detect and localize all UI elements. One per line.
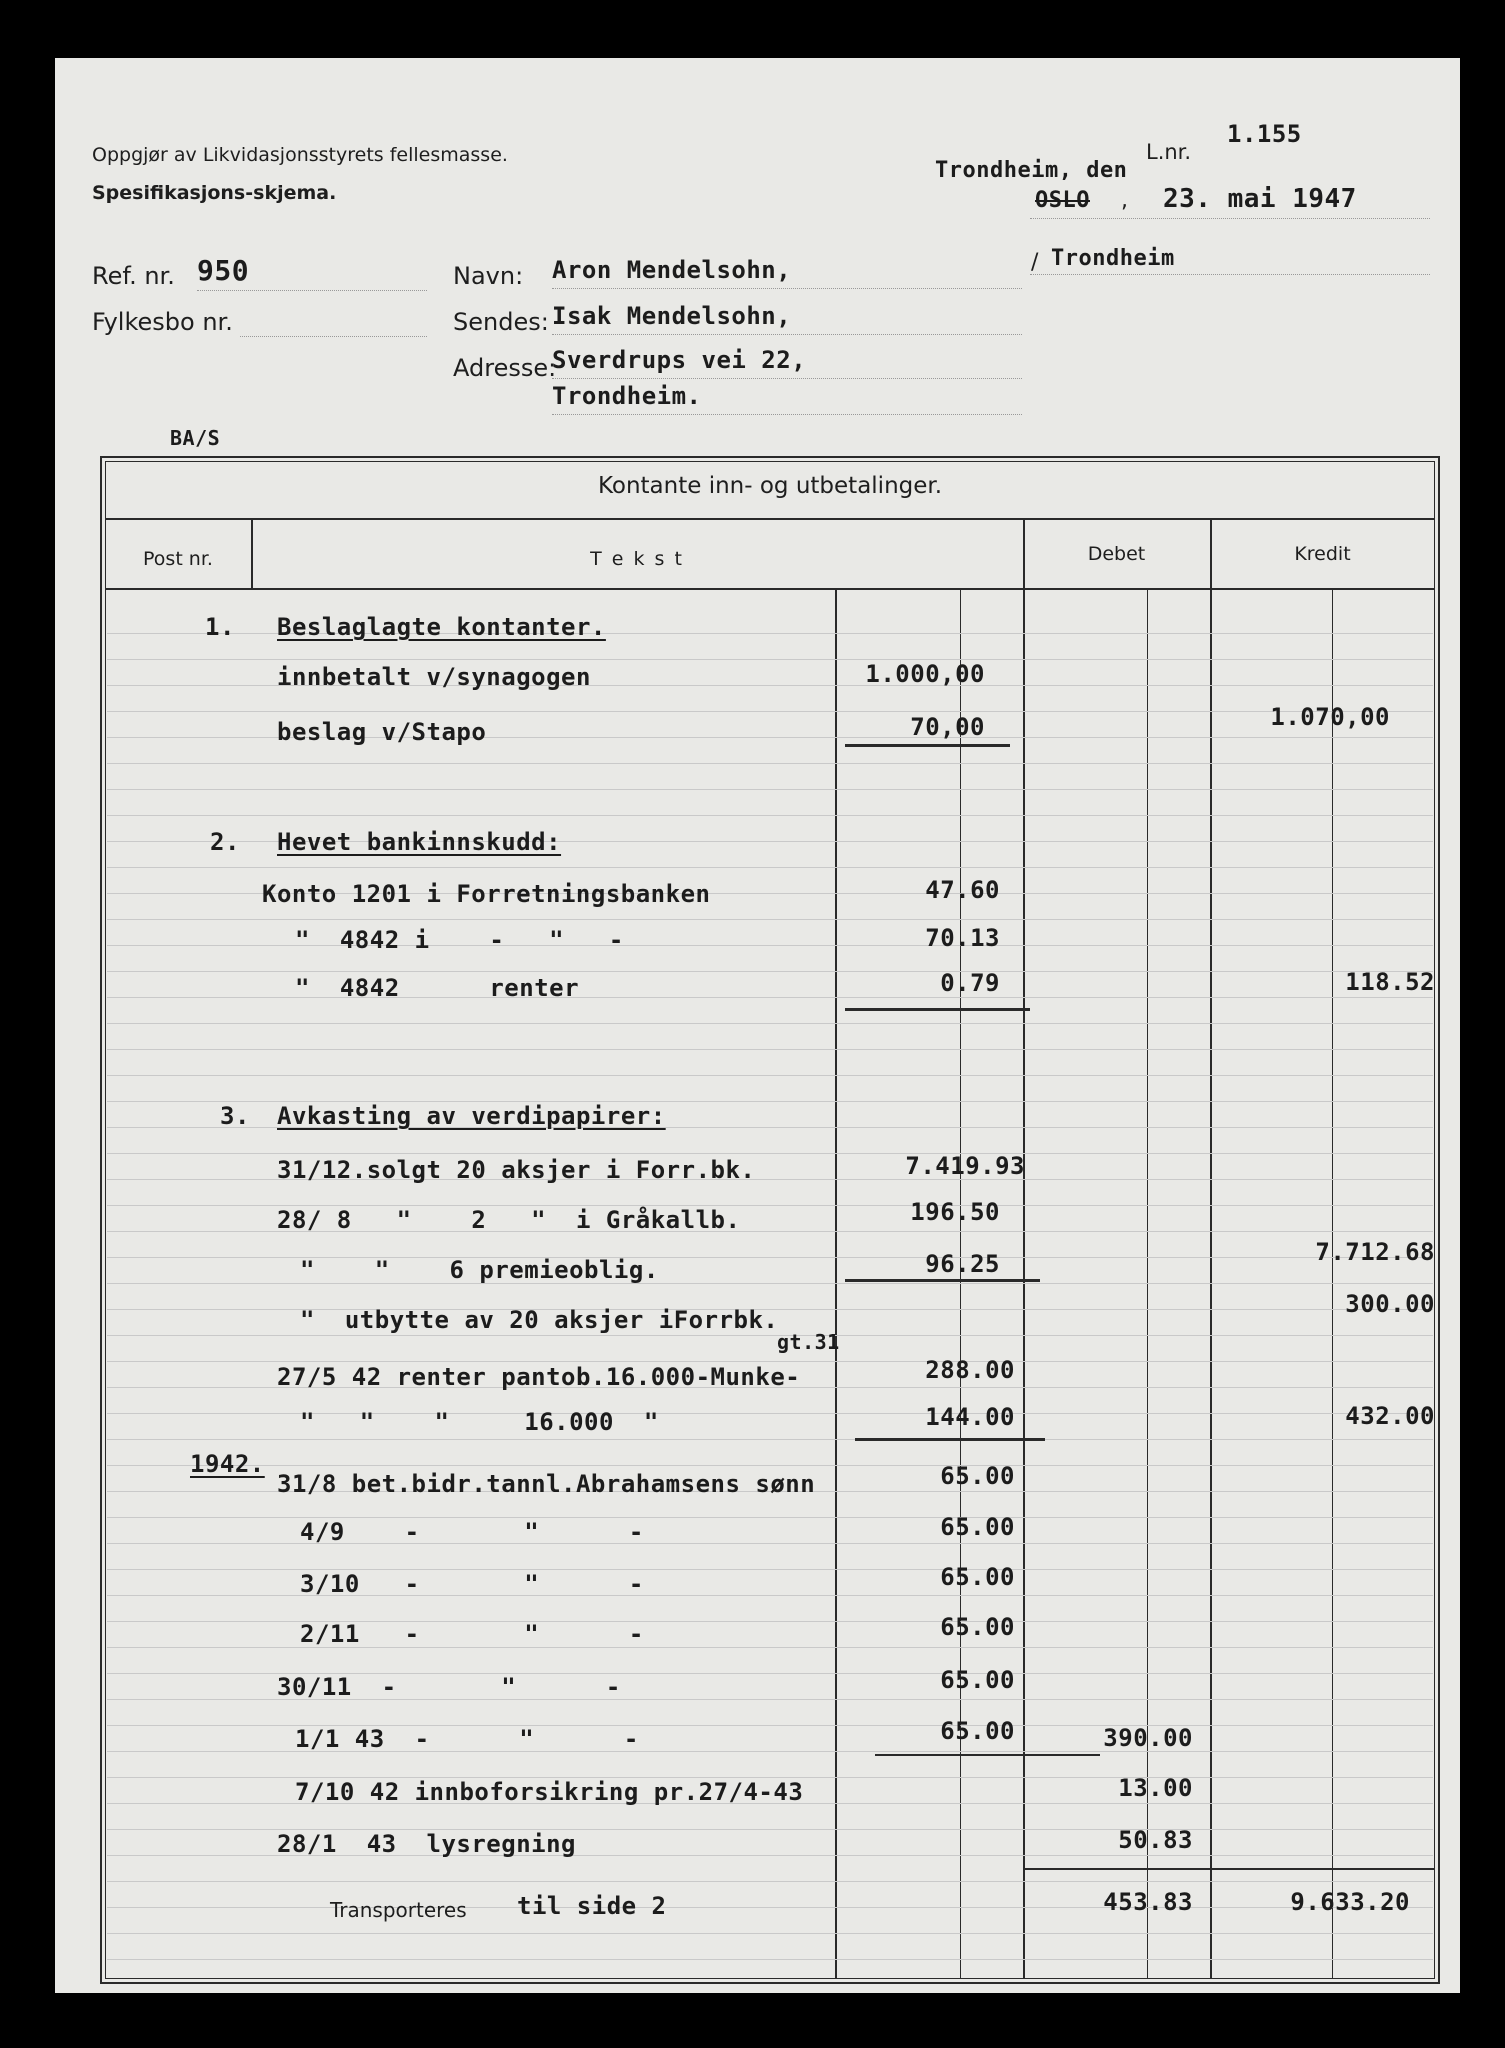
ruled-line <box>107 789 1433 790</box>
transport-label: Transporteres <box>330 1898 467 1922</box>
initials: BA/S <box>170 426 221 450</box>
ruled-line <box>107 1959 1433 1960</box>
adresse-line1: Sverdrups vei 22, <box>552 346 807 374</box>
subtotal-rule <box>845 1279 1040 1282</box>
sendes-value: Isak Mendelsohn, <box>552 302 792 330</box>
footer-debet: 453.83 <box>1103 1888 1193 1916</box>
subtotal-rule <box>875 1754 1100 1756</box>
ruled-line <box>107 919 1433 920</box>
col-tekst: T e k s t <box>590 548 684 570</box>
place-right: Trondheim <box>1051 246 1175 271</box>
slash: / <box>1031 250 1039 275</box>
lnr-value: 1.155 <box>1227 120 1302 148</box>
ruled-line <box>107 1361 1433 1362</box>
navn-value: Aron Mendelsohn, <box>552 256 792 284</box>
ruled-line <box>107 1023 1433 1024</box>
adresse-label: Adresse: <box>453 354 557 382</box>
subtotal-rule <box>845 1008 1030 1011</box>
ruled-line <box>107 1439 1433 1440</box>
subtotal-rule <box>855 1438 1045 1441</box>
ruled-line <box>107 763 1433 764</box>
ref-label: Ref. nr. <box>92 262 175 290</box>
adresse-line2: Trondheim. <box>552 382 702 410</box>
navn-label: Navn: <box>453 262 524 290</box>
fylkesbo-label: Fylkesbo nr. <box>92 308 233 336</box>
place-line: Trondheim, den <box>935 158 1128 183</box>
lnr-label: L.nr. <box>1146 140 1192 164</box>
ruled-line <box>107 659 1433 660</box>
table-title: Kontante inn- og utbetalinger. <box>597 473 943 499</box>
ref-value: 950 <box>197 254 250 287</box>
ruled-line <box>107 815 1433 816</box>
ruled-line <box>107 1465 1433 1466</box>
subtotal-rule <box>845 744 1010 747</box>
place-struck: OSLO <box>1035 188 1090 213</box>
document-date: 23. mai 1947 <box>1163 184 1357 214</box>
col-debet: Debet <box>1087 543 1146 565</box>
ruled-line <box>107 1153 1433 1154</box>
col-post: Post nr. <box>143 548 213 570</box>
ruled-line <box>107 1933 1433 1934</box>
ruled-line <box>107 1335 1433 1336</box>
document-page: Oppgjør av Likvidasjonsstyrets fellesmasse. Spesifikasjons-skjema. L.nr. 1.155 Trondheim, den OSLO , 23. mai 1947 / Trondheim Ref. nr. 950 Fylkesbo nr. Navn: Aron Mendelsohn, Sendes: Isak Mendelsohn, Adresse: Sverdrups vei 22, Trondheim. BA/S Kontante inn- og utbetalinger. Post nr. T e k s t Debet Kredit 1. Beslaglagte kontanter. innbetalt v/synagogen 1.000,00 beslag v/Stapo 70,00 1.070,00 2. Hevet bankinnskudd: Konto 1201 i Forretningsbanken 47.60 " 4842 i - " - 70.13 " 4842 renter 0.79 118.52 3. Avkasting av verdipapirer: 31/12.solgt 20 aksjer i Forr.bk. 7.419.93 28/ 8 " 2 " i Gråkallb. 196.50 " " 6 premieoblig. 96.25 7.712.68 " utbytte av 20 aksjer iForrbk. 300.00 gt.31 27/5 42 renter pantob.16.000-Munke- 288.00 " " " 16.000 " 144.00 432.00 1942. 31/8 bet.bidr.tannl.Abrahamsens sønn 65.00 4/9 - " - 65.00 3/10 - " - 65.00 2/11 - " - 65.00 30/11 - " - 65.00 1/1 43 - " - 65.00 390.00 7/10 42 innboforsikring pr.27/4-43 13.00 28/1 43 lysregning 50.83 Transporteres til side 2 453.83 9.633.20 <box>55 58 1460 1993</box>
form-subtitle: Spesifikasjons-skjema. <box>92 182 337 204</box>
col-kredit: Kredit <box>1294 543 1351 565</box>
ruled-line <box>107 867 1433 868</box>
ruled-line <box>107 1049 1433 1050</box>
ruled-line <box>107 1881 1433 1882</box>
transport-text: til side 2 <box>517 1892 667 1920</box>
ruled-line <box>107 1075 1433 1076</box>
form-title: Oppgjør av Likvidasjonsstyrets fellesmasse. <box>92 144 508 166</box>
footer-kredit: 9.633.20 <box>1290 1888 1410 1916</box>
sendes-label: Sendes: <box>453 308 549 336</box>
